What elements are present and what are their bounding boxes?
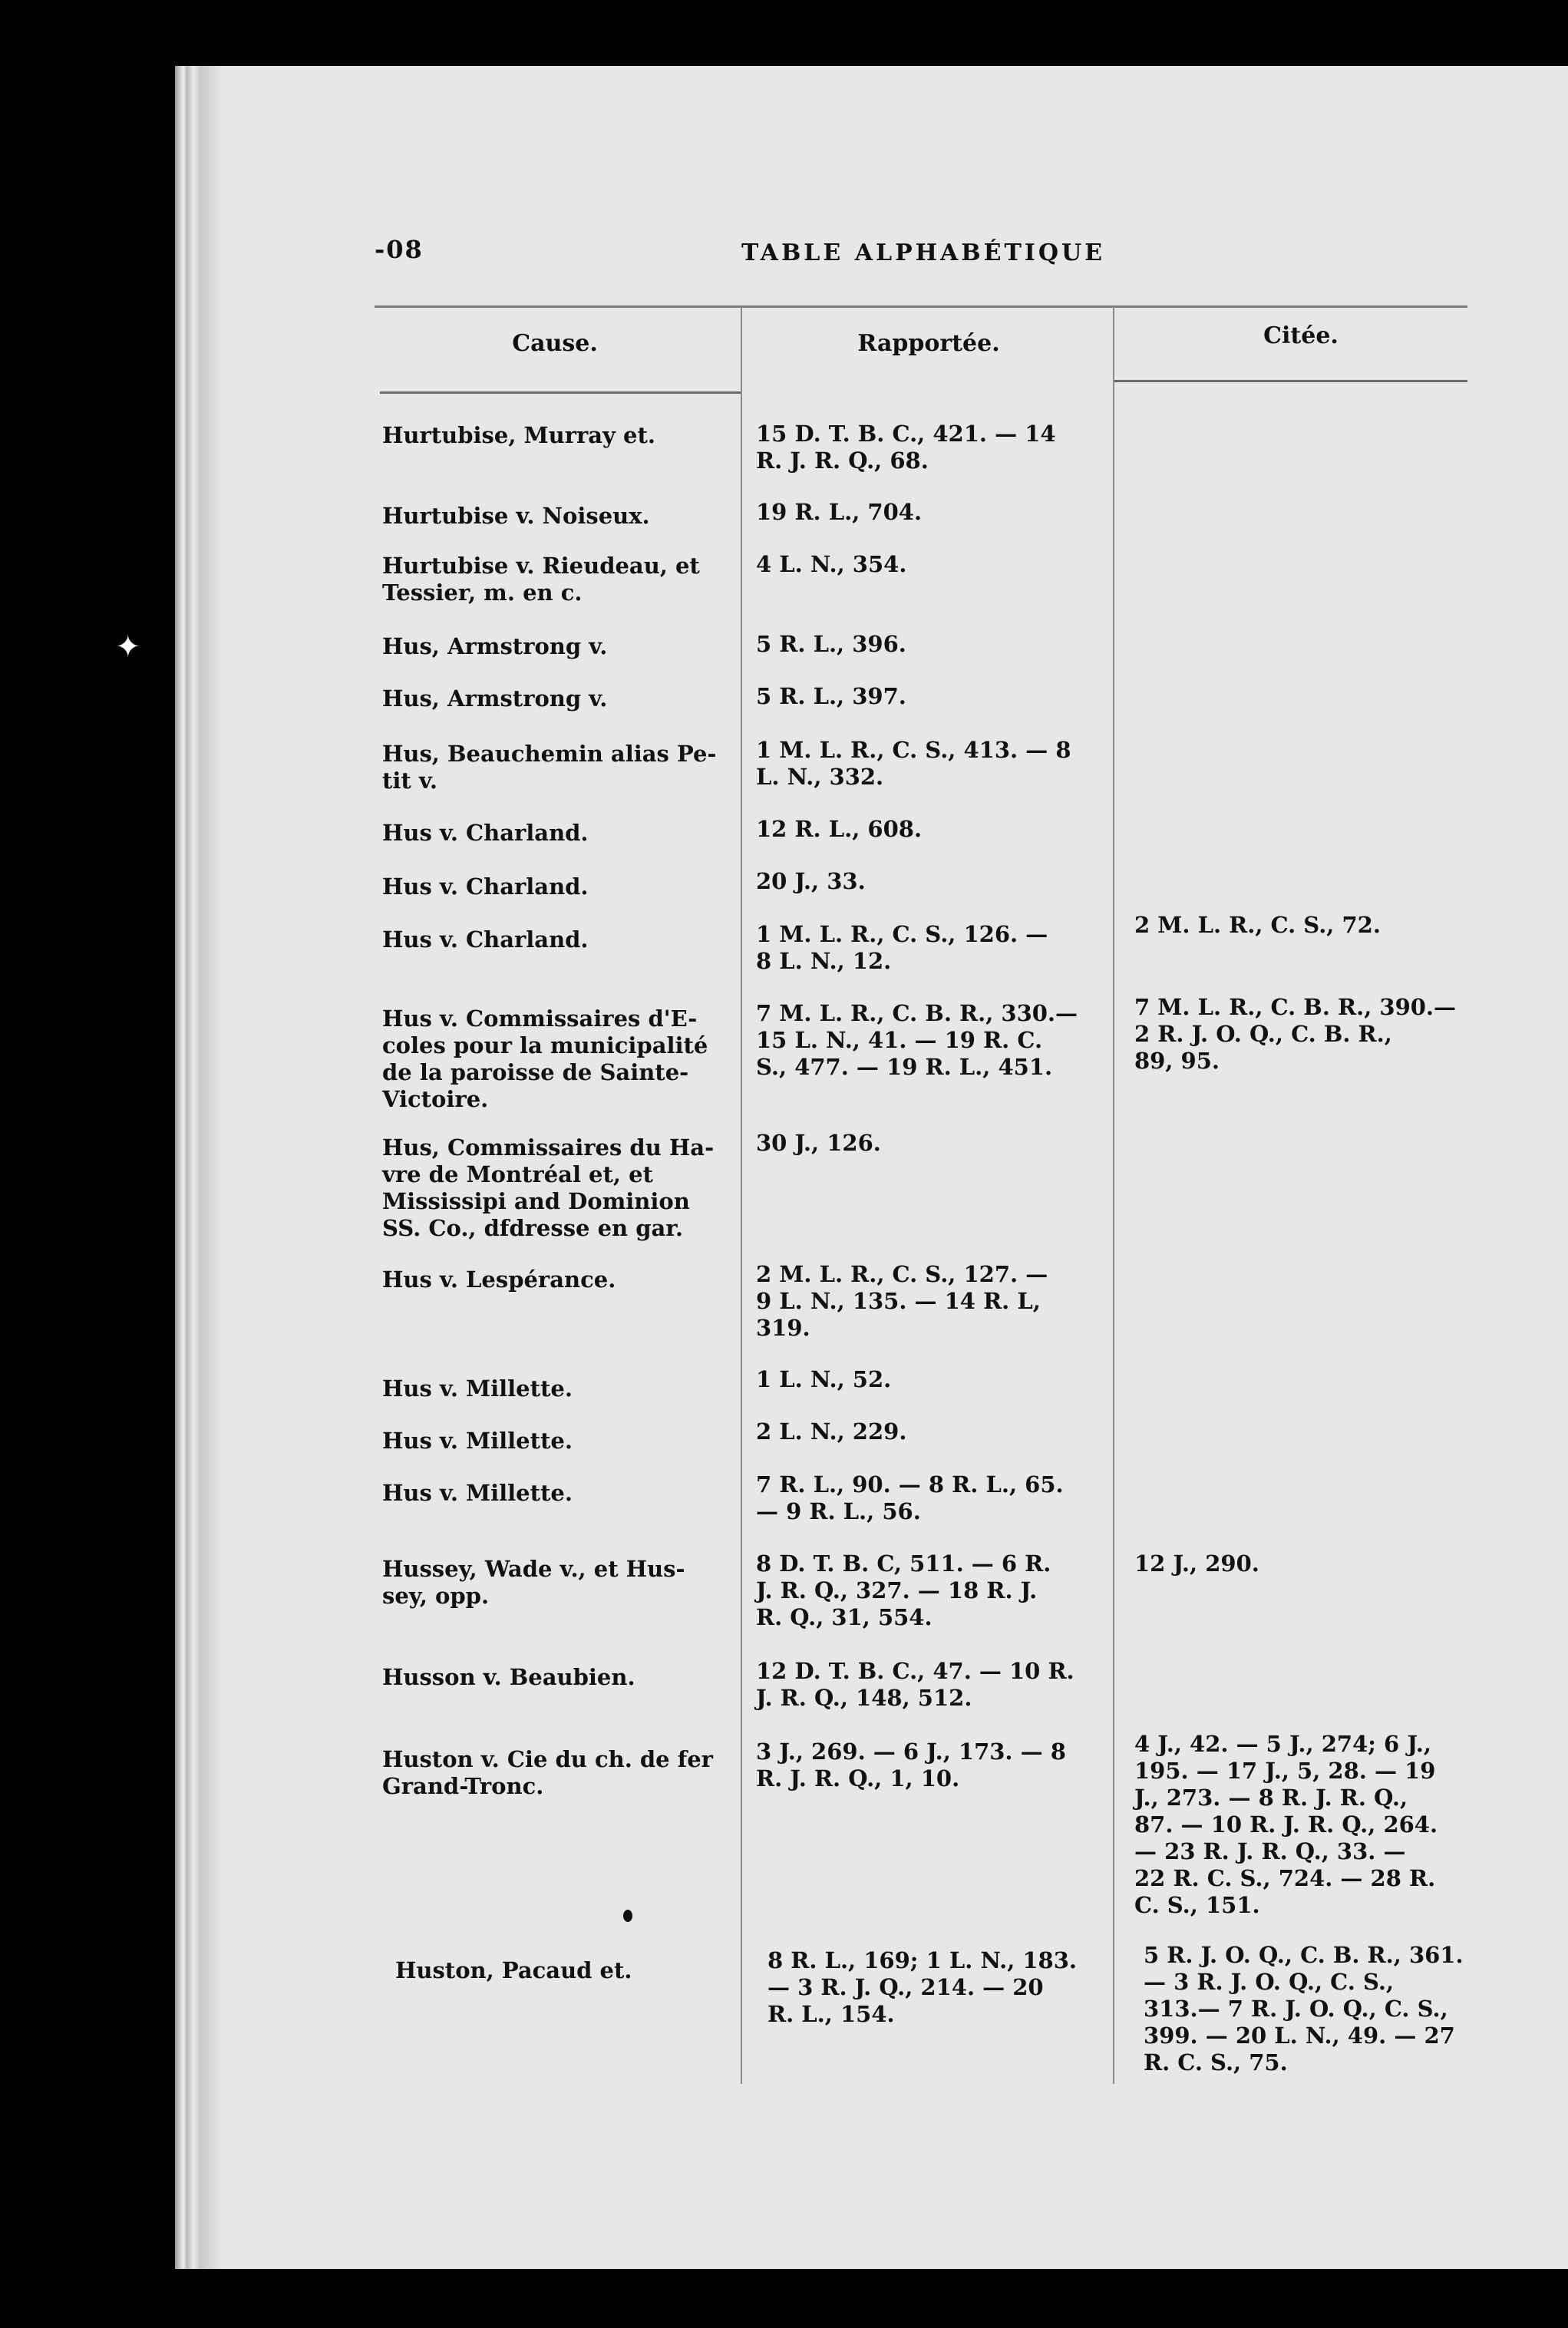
page-edge [175, 66, 221, 2269]
page-number: -08 [375, 235, 424, 264]
row-cause-13: Hus v. Millette. [382, 1375, 573, 1402]
row-cause-8: Hus v. Charland. [382, 873, 589, 900]
row-rapportee-13: 1 L. N., 52. [756, 1366, 892, 1392]
row-cause-4: Hus, Armstrong v. [382, 633, 608, 659]
row-rapportee-7: 12 R. L., 608. [756, 816, 923, 842]
row-cause-16: Hussey, Wade v., et Hus- sey, opp. [382, 1556, 685, 1609]
row-rapportee-11: 30 J., 126. [756, 1130, 881, 1156]
row-rapportee-15: 7 R. L., 90. — 8 R. L., 65. — 9 R. L., 56. [756, 1471, 1064, 1524]
row-cause-14: Hus v. Millette. [382, 1428, 573, 1454]
row-rapportee-6: 1 M. L. R., C. S., 413. — 8 L. N., 332. [756, 737, 1071, 790]
row-rapportee-18: 3 J., 269. — 6 J., 173. — 8 R. J. R. Q., 1, 10. [756, 1739, 1066, 1791]
column-divider-1 [741, 307, 742, 2084]
row-cause-15: Hus v. Millette. [382, 1480, 573, 1506]
row-cause-19: Huston, Pacaud et. [395, 1957, 632, 1983]
row-rapportee-2: 19 R. L., 704. [756, 499, 923, 525]
row-cause-7: Hus v. Charland. [382, 820, 589, 846]
header-underline-citee [1114, 380, 1467, 382]
header-underline-cause [380, 391, 741, 394]
row-citee-10: 7 M. L. R., C. B. R., 390.— 2 R. J. O. Q., C. B. R., 89, 95. [1134, 994, 1457, 1074]
row-rapportee-4: 5 R. L., 396. [756, 631, 906, 657]
row-citee-19: 5 R. J. O. Q., C. B. R., 361. — 3 R. J. O. Q., C. S., 313.— 7 R. J. O. Q., C. S., 399. — 20 L. N., 49. — 27 R. C. S., 75. [1144, 1942, 1464, 2075]
binding-mark: ✦ [115, 629, 141, 665]
row-cause-5: Hus, Armstrong v. [382, 685, 608, 712]
row-rapportee-5: 5 R. L., 397. [756, 683, 906, 709]
row-rapportee-14: 2 L. N., 229. [756, 1418, 907, 1445]
row-cause-3: Hurtubise v. Rieudeau, et Tessier, m. en c. [382, 553, 700, 606]
row-cause-9: Hus v. Charland. [382, 926, 589, 953]
row-rapportee-3: 4 L. N., 354. [756, 551, 907, 577]
row-rapportee-1: 15 D. T. B. C., 421. — 14 R. J. R. Q., 68. [756, 421, 1056, 474]
row-rapportee-12: 2 M. L. R., C. S., 127. — 9 L. N., 135. — 14 R. L, 319. [756, 1261, 1048, 1341]
row-cause-10: Hus v. Commissaires d'E- coles pour la municipalité de la paroisse de Sainte- Victoire. [382, 1005, 708, 1112]
row-cause-18: Huston v. Cie du ch. de fer Grand-Tronc. [382, 1746, 713, 1799]
row-cause-1: Hurtubise, Murray et. [382, 422, 655, 448]
row-rapportee-19: 8 R. L., 169; 1 L. N., 183. — 3 R. J. Q., 214. — 20 R. L., 154. [767, 1947, 1078, 2027]
row-cause-17: Husson v. Beaubien. [382, 1664, 635, 1690]
row-rapportee-8: 20 J., 33. [756, 868, 866, 894]
column-header-cause: Cause. [512, 330, 598, 357]
row-rapportee-17: 12 D. T. B. C., 47. — 10 R. J. R. Q., 148, 512. [756, 1658, 1074, 1711]
ink-dot [623, 1910, 632, 1922]
row-citee-18: 4 J., 42. — 5 J., 274; 6 J., 195. — 17 J., 5, 28. — 19 J., 273. — 8 R. J. R. Q., 87. — 10 R. J. R. Q., 264. — 23 R. J. R. Q., 33. — 22 R. C. S., 724. — 28 R. C. S., 151. [1134, 1731, 1438, 1918]
page-header [375, 235, 1472, 270]
row-cause-11: Hus, Commissaires du Ha- vre de Montréal et, et Mississipi and Dominion SS. Co., dfdresse en gar. [382, 1134, 715, 1241]
row-cause-12: Hus v. Lespérance. [382, 1266, 616, 1293]
row-citee-16: 12 J., 290. [1134, 1550, 1259, 1577]
column-header-citee: Citée. [1263, 322, 1339, 349]
row-cause-6: Hus, Beauchemin alias Pe- tit v. [382, 741, 717, 794]
column-header-rapportee: Rapportée. [857, 330, 1000, 357]
row-rapportee-10: 7 M. L. R., C. B. R., 330.— 15 L. N., 41. — 19 R. C. S., 477. — 19 R. L., 451. [756, 1000, 1078, 1080]
row-cause-2: Hurtubise v. Noiseux. [382, 503, 650, 529]
row-rapportee-9: 1 M. L. R., C. S., 126. — 8 L. N., 12. [756, 921, 1048, 974]
page-title: TABLE ALPHABÉTIQUE [741, 239, 1105, 266]
header-rule [375, 305, 1467, 308]
row-rapportee-16: 8 D. T. B. C, 511. — 6 R. J. R. Q., 327. — 18 R. J. R. Q., 31, 554. [756, 1550, 1051, 1630]
row-citee-9: 2 M. L. R., C. S., 72. [1134, 912, 1381, 938]
